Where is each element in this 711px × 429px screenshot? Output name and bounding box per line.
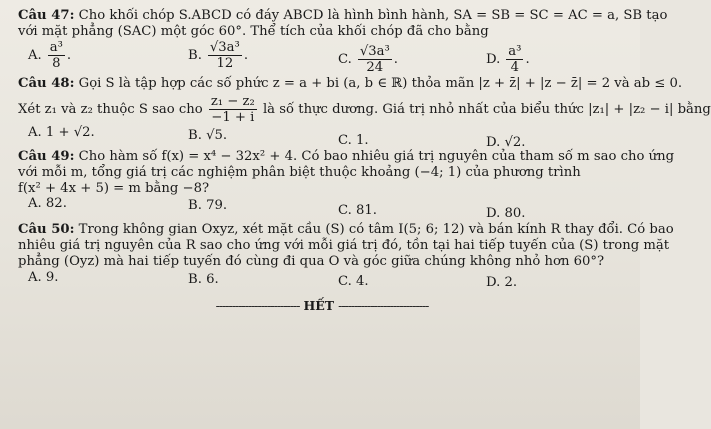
question-50-text-2: nhiêu giá trị nguyên của R sao cho ứng với mỗi giá trị đó, tồn tại hai tiếp tuyến của (S) trong mặt (18, 238, 669, 254)
option-48-a[interactable]: A. 1 + √2. (28, 124, 95, 140)
question-48-label: Câu 48: (18, 75, 75, 91)
option-49-b[interactable]: B. 79. (188, 198, 228, 214)
question-49-options (18, 196, 626, 222)
option-50-c[interactable]: C. 4. (338, 273, 369, 289)
question-48-text-1: Gọi S là tập hợp các số phức z = a + bi (a, b ∈ ℝ) thỏa mãn |z + z̄| + |z − z̄| = 2 và ab ≤ 0. (78, 75, 683, 91)
option-48-c[interactable]: C. 1. (338, 132, 369, 148)
option-47-a[interactable]: A. $\frac{\text{a³}}{8}$ . (28, 39, 72, 71)
question-50 (18, 222, 674, 292)
question-49-label: Câu 49: (18, 148, 75, 164)
question-48-text-2b: là số thực dương. Giá trị nhỏ nhất của biểu thức |z₁| + |z₂ − i| bằng (262, 101, 711, 117)
option-47-c[interactable]: C. $\frac{\text{√3a³}}{24}$ . (338, 43, 398, 75)
question-47-text-2: với mặt phẳng (SAC) một góc 60°. Thể tích của khối chóp đã cho bằng (18, 23, 489, 39)
question-49 (18, 148, 675, 222)
question-48 (18, 75, 711, 150)
question-50-text-1: Trong không gian Oxyz, xét mặt cầu (S) có tâm I(5; 6; 12) và bán kính R thay đổi. Có bao (78, 222, 674, 238)
question-47 (18, 8, 668, 75)
end-dashes-left: -------------------------- (215, 297, 300, 313)
question-47-text-1: Cho khối chóp S.ABCD có đáy ABCD là hình bình hành, SA = SB = SC = AC = a, SB tạo (78, 8, 668, 23)
question-47-label: Câu 47: (18, 8, 75, 23)
question-49-text-2: với mỗi m, tổng giá trị các nghiệm phân biệt thuộc khoảng (−4; 1) của phương trình (18, 164, 581, 180)
end-dashes-right: ---------------------------- (338, 297, 429, 313)
question-50-label: Câu 50: (18, 222, 75, 238)
option-47-b[interactable]: B. $\frac{\text{√3a³}}{12}$ . (188, 39, 249, 71)
end-marker (18, 298, 626, 313)
question-50-text-3: phẳng (Oyz) mà hai tiếp tuyến đó cùng đi qua O và góc giữa chúng không nhỏ hơn 60°? (18, 254, 605, 270)
option-49-a[interactable]: A. 82. (28, 196, 67, 212)
option-49-c[interactable]: C. 81. (338, 203, 377, 219)
option-48-b[interactable]: B. √5. (188, 127, 228, 143)
question-48-text-2a: Xét z₁ và z₂ thuộc S sao cho (18, 101, 203, 117)
option-50-b[interactable]: B. 6. (188, 271, 219, 287)
question-50-options (18, 270, 626, 292)
question-48-fraction: $\frac{\text{z₁ − z₂}}{-1 + i}$ (210, 93, 255, 125)
option-48-d[interactable]: D. √2. (486, 134, 526, 150)
question-48-options (18, 124, 626, 150)
question-49-text-1: Cho hàm số f(x) = x⁴ − 32x² + 4. Có bao nhiêu giá trị nguyên của tham số m sao cho ứng (78, 148, 675, 164)
question-47-options (18, 40, 626, 74)
option-50-a[interactable]: A. 9. (28, 269, 59, 285)
option-49-d[interactable]: D. 80. (486, 206, 526, 222)
end-label: HẾT (303, 297, 335, 313)
option-47-d[interactable]: D. $\frac{\text{a³}}{4}$ . (486, 43, 530, 75)
question-49-text-3: f(x² + 4x + 5) = m bằng −8? (18, 180, 210, 196)
option-50-d[interactable]: D. 2. (486, 274, 518, 290)
